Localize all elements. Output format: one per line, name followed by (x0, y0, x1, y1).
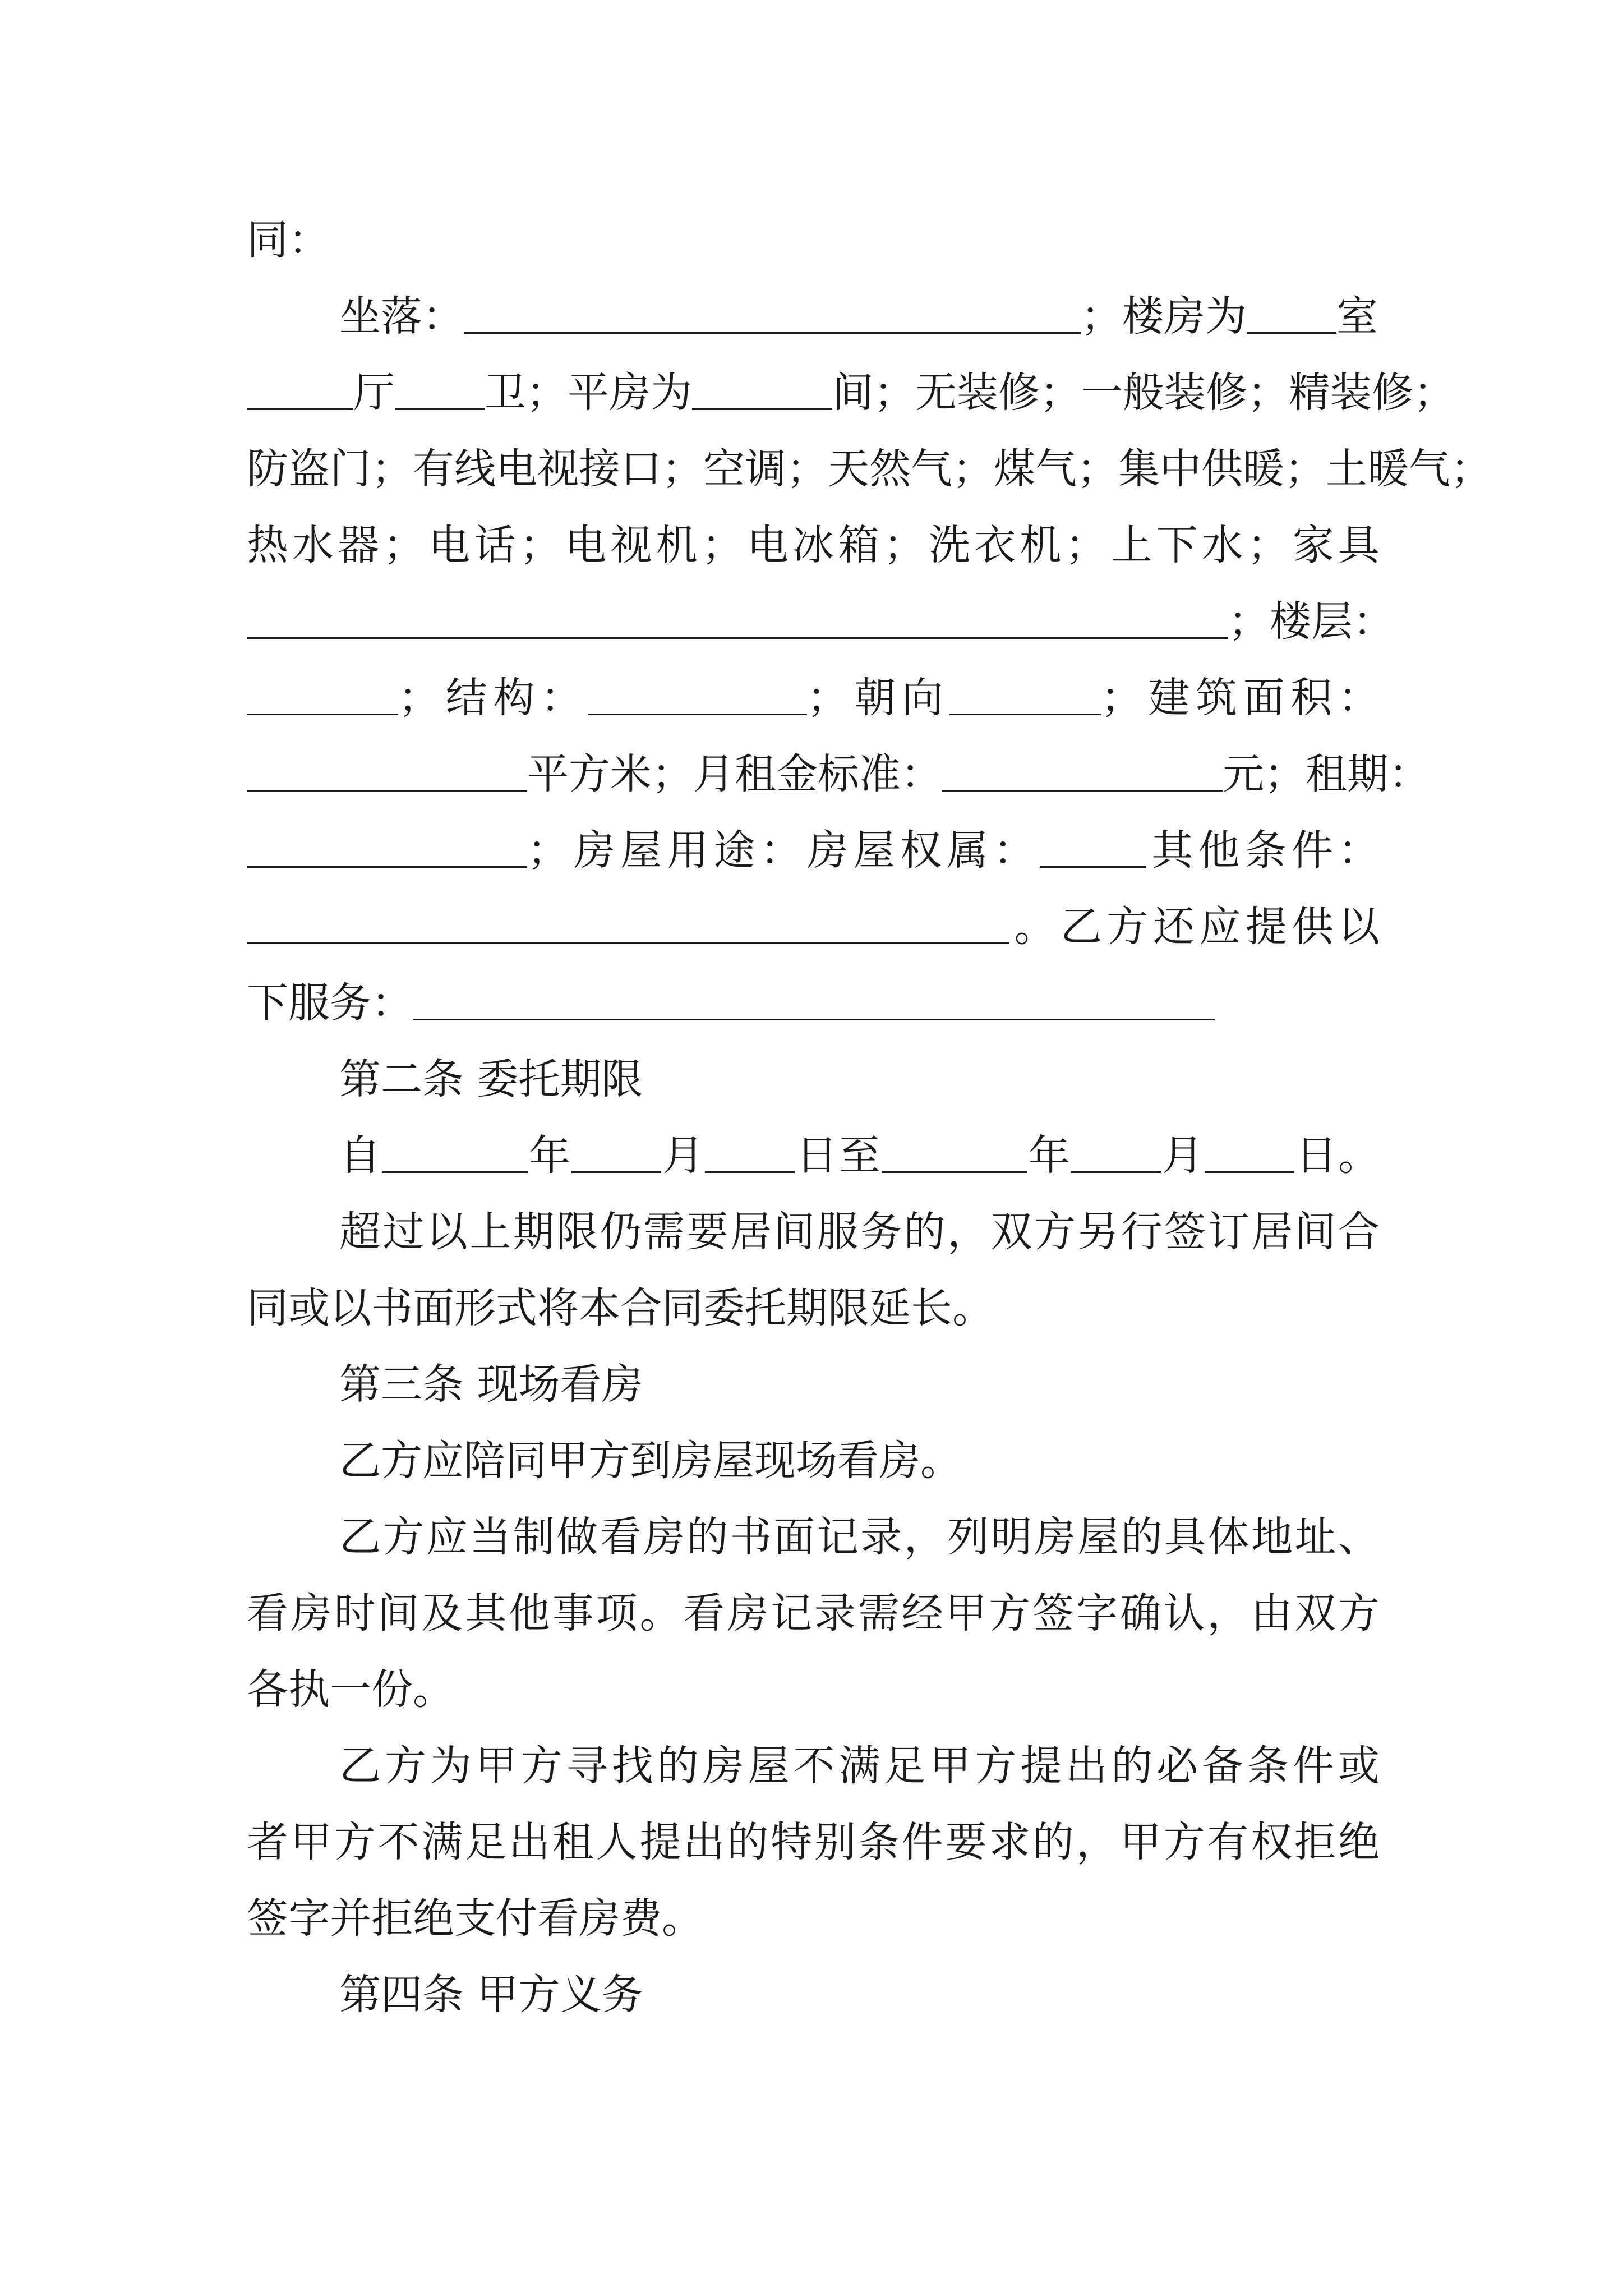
rent-line: 平方米；月租金标准： 元；租期： (247, 746, 1380, 802)
baths-blank[interactable] (395, 367, 485, 410)
paragraph-line: 乙方应当制做看房的书面记录，列明房屋的具体地址、 (339, 1513, 1380, 1561)
start-year-blank[interactable] (382, 1130, 528, 1173)
rent-blank[interactable] (942, 748, 1223, 792)
paragraph-line: 各执一份。 (247, 1665, 454, 1714)
paragraph-line: 同或以书面形式将本合同委托期限延长。 (247, 1284, 994, 1332)
address-blank[interactable] (464, 291, 1081, 334)
services-line: 下服务： (247, 975, 1380, 1031)
article-heading: 第三条 现场看房 (339, 1360, 643, 1409)
bungalow-rooms-blank[interactable] (692, 367, 832, 410)
address-line: 坐落： ；楼房为 室 (339, 288, 1380, 344)
end-month-blank[interactable] (1071, 1130, 1161, 1173)
text-line: 同： (247, 216, 330, 264)
paragraph-line: 乙方为甲方寻找的房屋不满足甲方提出的必备条件或 (339, 1742, 1380, 1790)
orientation-blank[interactable] (949, 672, 1101, 715)
rooms-blank[interactable] (1247, 291, 1336, 334)
conditions-line: 。乙方还应提供以 (247, 899, 1380, 955)
paragraph-line: 签字并拒绝支付看房费。 (247, 1894, 703, 1943)
furniture-floor-line: ；楼层： (247, 593, 1380, 650)
usage-line: ；房屋用途：房屋权属： 其他条件： (247, 822, 1380, 878)
paragraph-line: 者甲方不满足出租人提出的特别条件要求的，甲方有权拒绝 (247, 1818, 1380, 1866)
paragraph-line: 看房时间及其他事项。看房记录需经甲方签字确认，由双方 (247, 1589, 1380, 1637)
paragraph-line: 乙方应陪同甲方到房屋现场看房。 (339, 1437, 962, 1485)
structure-blank[interactable] (588, 672, 807, 715)
services-blank[interactable] (413, 977, 1215, 1020)
end-day-blank[interactable] (1205, 1130, 1294, 1173)
article-heading: 第四条 甲方义务 (339, 1971, 643, 2019)
ownership-blank[interactable] (1040, 825, 1146, 868)
text-line: 热水器；电话；电视机；电冰箱；洗衣机；上下水；家具 (247, 521, 1380, 569)
text-line: 防盗门；有线电视接口；空调；天然气；煤气；集中供暖；土暖气； (247, 445, 1492, 493)
start-day-blank[interactable] (705, 1130, 795, 1173)
paragraph-line: 超过以上期限仍需要居间服务的，双方另行签订居间合 (339, 1208, 1380, 1256)
area-blank[interactable] (247, 748, 527, 792)
article-heading: 第二条 委托期限 (339, 1055, 643, 1103)
end-year-blank[interactable] (882, 1130, 1027, 1173)
start-month-blank[interactable] (571, 1130, 661, 1173)
floor-blank[interactable] (247, 672, 398, 715)
other-conditions-blank[interactable] (247, 901, 1009, 944)
term-blank[interactable] (247, 825, 527, 868)
term-dates-line: 自 年 月 日至 年 月 日。 (339, 1128, 1380, 1184)
furniture-blank[interactable] (247, 596, 1228, 639)
room-layout-line: 厅 卫；平房为 间；无装修；一般装修；精装修； (247, 365, 1380, 421)
structure-line: ；结构： ；朝向 ；建筑面积： (247, 670, 1380, 726)
halls-blank[interactable] (247, 367, 353, 410)
